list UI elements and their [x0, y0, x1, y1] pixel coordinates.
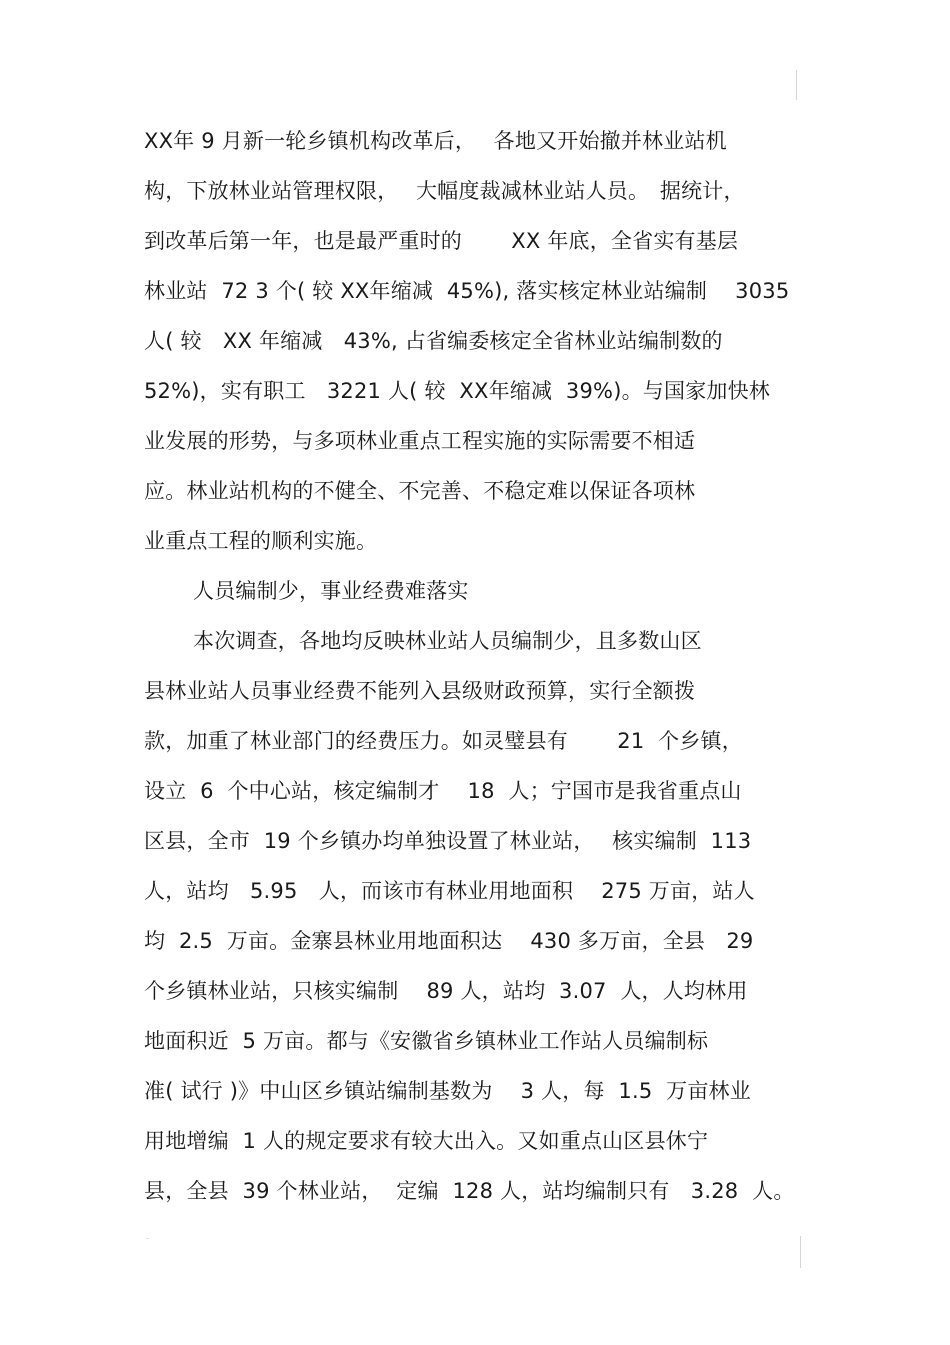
paragraph-line: 用地增编 1 人的规定要求有较大出入。又如重点山区县休宁	[144, 1129, 709, 1153]
paragraph-line: 县林业站人员事业经费不能列入县级财政预算，实行全额拨	[144, 679, 696, 703]
page-edge-mark-dot	[146, 1238, 149, 1239]
paragraph-line: 业重点工程的顺利实施。	[144, 529, 378, 553]
paragraph-line: 地面积近 5 万亩。都与《安徽省乡镇林业工作站人员编制标	[144, 1029, 709, 1053]
paragraph-line: 款，加重了林业部门的经费压力。如灵璧县有 21 个乡镇，	[144, 729, 743, 753]
paragraph-line: XX年 9 月新一轮乡镇机构改革后， 各地又开始撤并林业站机	[144, 129, 727, 153]
paragraph-line: 县，全县 39 个林业站， 定编 128 人，站均编制只有 3.28 人。	[144, 1179, 795, 1203]
paragraph-line: 设立 6 个中心站，核定编制才 18 人；宁国市是我省重点山	[144, 779, 742, 803]
paragraph-line: 52%)，实有职工 3221 人( 较 XX年缩减 39%)。与国家加快林	[144, 379, 770, 403]
page-edge-mark-bottom	[800, 1236, 801, 1268]
page-edge-mark-top	[796, 70, 797, 100]
paragraph-line: 本次调查，各地均反映林业站人员编制少，且多数山区	[193, 629, 702, 653]
paragraph-line: 人，站均 5.95 人，而该市有林业用地面积 275 万亩，站人	[144, 879, 755, 903]
paragraph-line: 林业站 72 3 个( 较 XX年缩减 45%), 落实核定林业站编制 3035	[144, 279, 790, 303]
paragraph-line: 均 2.5 万亩。金寨县林业用地面积达 430 多万亩，全县 29	[144, 929, 754, 953]
paragraph-line: 业发展的形势，与多项林业重点工程实施的实际需要不相适	[144, 429, 696, 453]
paragraph-line: 应。林业站机构的不健全、不完善、不稳定难以保证各项林	[144, 479, 696, 503]
paragraph-line: 个乡镇林业站，只核实编制 89 人，站均 3.07 人，人均林用	[144, 979, 748, 1003]
paragraph-line: 到改革后第一年，也是最严重时的 XX 年底，全省实有基层	[144, 229, 739, 253]
paragraph-line: 构，下放林业站管理权限， 大幅度裁减林业站人员。 据统计，	[144, 179, 745, 203]
paragraph-line: 人( 较 XX 年缩减 43%, 占省编委核定全省林业站编制数的	[144, 329, 723, 353]
paragraph-line: 准( 试行 )》中山区乡镇站编制基数为 3 人，每 1.5 万亩林业	[144, 1079, 751, 1103]
paragraph-line: 区县，全市 19 个乡镇办均单独设置了林业站， 核实编制 113	[144, 829, 752, 853]
section-heading: 人员编制少，事业经费难落实	[193, 579, 469, 603]
